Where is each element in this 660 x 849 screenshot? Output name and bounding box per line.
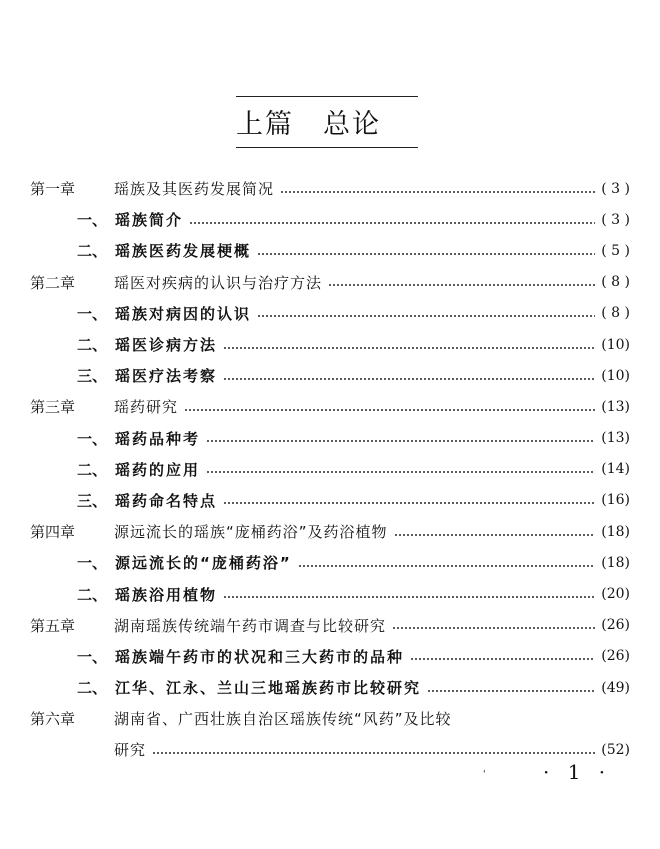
page-ref: (13)	[601, 398, 630, 415]
page-ref: (10)	[601, 336, 630, 353]
section-title: 瑶族简介	[115, 211, 184, 230]
section-title: 源远流长的“庞桶药浴”	[115, 554, 292, 573]
section-title: 瑶族对病因的认识	[115, 304, 252, 323]
chapter-title: 瑶药研究	[114, 398, 179, 417]
section-number: 一、	[77, 429, 108, 448]
dot-leader	[298, 565, 596, 567]
toc-section[interactable]	[30, 298, 630, 329]
toc-section[interactable]	[30, 454, 630, 485]
chapter-number: 第三章	[30, 398, 76, 417]
page-ref: (26)	[601, 617, 630, 634]
dot-leader	[280, 191, 595, 193]
chapter-title-continued: 研究	[114, 741, 147, 760]
page-ref: ( 8 )	[601, 274, 630, 291]
section-title: 瑶族端午药市的状况和三大药市的品种	[115, 647, 405, 666]
dot-leader	[394, 534, 596, 536]
toc-section[interactable]	[30, 235, 630, 266]
toc-section[interactable]	[30, 204, 630, 235]
toc-chapter-4[interactable]	[30, 516, 630, 547]
toc-chapter-1[interactable]	[30, 173, 630, 204]
dot-leader	[223, 502, 595, 504]
section-number: 三、	[77, 491, 108, 510]
section-title: 瑶医诊病方法	[115, 336, 218, 355]
toc-section[interactable]	[30, 547, 630, 578]
toc-chapter-5[interactable]	[30, 610, 630, 641]
section-title: 瑶药品种考	[115, 429, 201, 448]
dot-leader	[257, 253, 595, 255]
toc-section[interactable]	[30, 485, 630, 516]
part-title-box	[236, 96, 418, 148]
toc-chapter-6[interactable]	[30, 703, 630, 734]
chapter-number: 第六章	[30, 710, 76, 729]
part-title: 上篇 总论	[236, 109, 381, 140]
dot-leader	[189, 222, 595, 224]
section-title: 瑶药的应用	[115, 460, 201, 479]
chapter-title: 源远流长的瑶族“庞桶药浴”及药浴植物	[114, 523, 388, 542]
toc-section[interactable]	[30, 329, 630, 360]
dot-leader	[223, 378, 595, 380]
dot-leader	[223, 347, 595, 349]
page-ref: (16)	[601, 492, 630, 509]
page-ref: (14)	[601, 461, 630, 478]
section-number: 一、	[77, 554, 108, 573]
page-ref: (18)	[601, 554, 630, 571]
dot-leader	[206, 440, 595, 442]
toc-section[interactable]	[30, 578, 630, 609]
chapter-number: 第四章	[30, 523, 76, 542]
chapter-title: 湖南瑶族传统端午药市调查与比较研究	[114, 616, 387, 635]
page-ref: (49)	[601, 679, 630, 696]
dot-leader	[206, 471, 595, 473]
section-title: 瑶药命名特点	[115, 491, 218, 510]
page-ref: (20)	[601, 586, 630, 603]
section-number: 一、	[77, 211, 108, 230]
page-ref: ( 3 )	[601, 211, 630, 228]
page-ref: ( 3 )	[601, 180, 630, 197]
dot-leader	[410, 658, 595, 660]
section-title: 江华、江永、兰山三地瑶族药市比较研究	[115, 679, 422, 698]
section-title: 瑶医疗法考察	[115, 367, 218, 386]
dot-leader	[257, 315, 595, 317]
section-number: 三、	[77, 367, 108, 386]
chapter-title: 湖南省、广西壮族自治区瑶族传统“风药”及比较	[114, 710, 452, 729]
dot-leader	[223, 596, 595, 598]
dot-leader	[427, 690, 595, 692]
section-number: 一、	[77, 304, 108, 323]
section-title: 瑶族医药发展梗概	[115, 242, 252, 261]
section-number: 二、	[77, 336, 108, 355]
page-ref: (18)	[601, 523, 630, 540]
section-number: 二、	[77, 679, 108, 698]
section-title: 瑶族浴用植物	[115, 585, 218, 604]
toc-section[interactable]	[30, 641, 630, 672]
dot-leader	[328, 284, 595, 286]
page-ref: ( 8 )	[601, 305, 630, 322]
toc-chapter-3[interactable]	[30, 391, 630, 422]
chapter-number: 第二章	[30, 273, 76, 292]
page-ref: (26)	[601, 648, 630, 665]
page-footer	[483, 760, 623, 790]
chapter-number: 第五章	[30, 616, 76, 635]
section-number: 二、	[77, 460, 108, 479]
dot-leader	[184, 409, 595, 411]
print-mark: '	[483, 770, 486, 780]
toc-section[interactable]	[30, 672, 630, 703]
chapter-title: 瑶族及其医药发展简况	[114, 180, 275, 199]
page-ref: (10)	[601, 367, 630, 384]
toc-section[interactable]	[30, 423, 630, 454]
toc-chapter-2[interactable]	[30, 267, 630, 298]
chapter-title: 瑶医对疾病的认识与治疗方法	[114, 273, 323, 292]
chapter-number: 第一章	[30, 180, 76, 199]
page-ref: (52)	[601, 741, 630, 758]
section-number: 二、	[77, 242, 108, 261]
dot-leader	[392, 627, 595, 629]
table-of-contents	[30, 173, 630, 766]
section-number: 二、	[77, 585, 108, 604]
section-number: 一、	[77, 647, 108, 666]
page-ref: ( 5 )	[601, 242, 630, 259]
toc-section[interactable]	[30, 360, 630, 391]
page-ref: (13)	[601, 430, 630, 447]
page-number: · 1 ·	[543, 760, 612, 784]
dot-leader	[152, 752, 595, 754]
